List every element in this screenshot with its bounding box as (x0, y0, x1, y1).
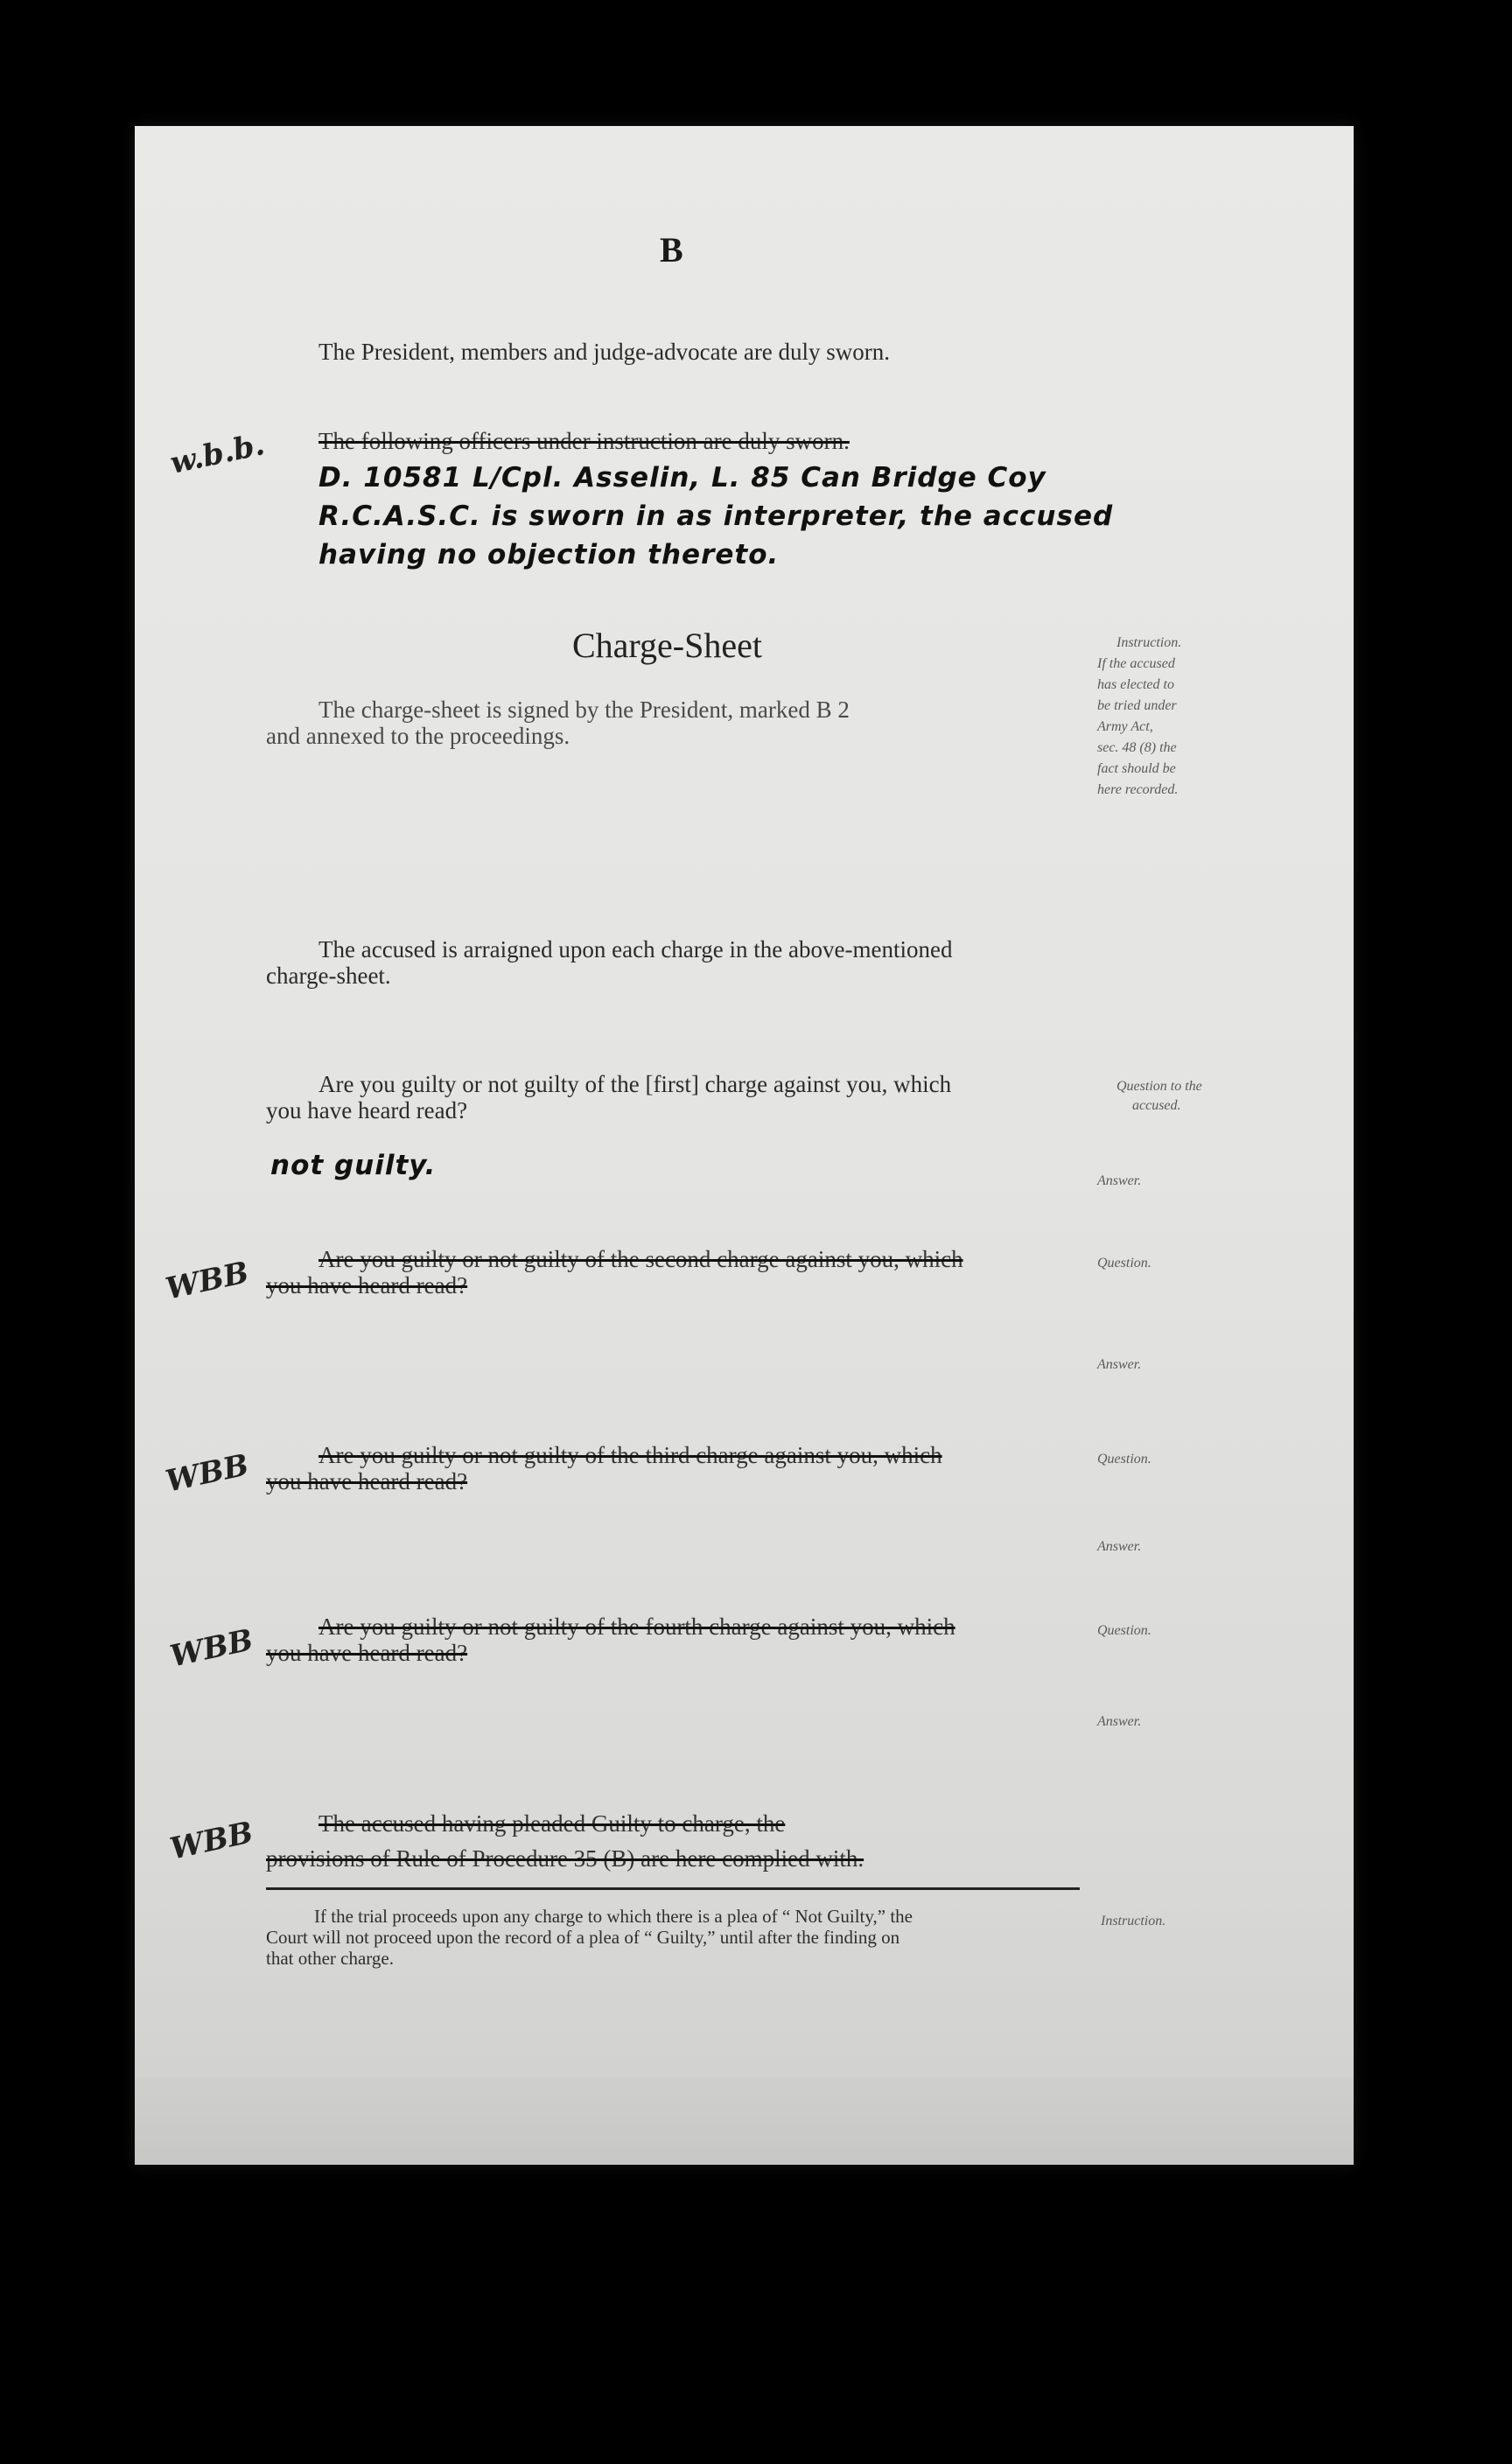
question-3-answer-label: Answer. (1097, 1539, 1142, 1554)
footnote-line-3: that other charge. (266, 1948, 394, 1969)
section-divider (266, 1887, 1080, 1890)
instruction-note-line-1: Instruction. (1116, 635, 1182, 650)
margin-initials-interpreter: w.b.b. (167, 427, 268, 481)
instruction-note-line-6: sec. 48 (8) the (1097, 740, 1177, 755)
arraignment-line-2: charge-sheet. (266, 962, 391, 989)
instruction-note-line-8: here recorded. (1097, 782, 1179, 797)
question-3-margin: Question. (1097, 1452, 1152, 1466)
page-letter: B (660, 230, 683, 270)
footnote-line-1: If the trial proceeds upon any charge to which there is a plea of “ Not Guilty,” the (314, 1906, 914, 1927)
plea-line-1: The accused having pleaded Guilty to charge, the (318, 1810, 786, 1837)
sworn-statement: The President, members and judge-advocate are duly sworn. (318, 339, 891, 365)
document-page (135, 126, 1354, 2165)
margin-initials-question-2: WBB (162, 1255, 252, 1307)
handwritten-interpreter-line-1: D. 10581 L/Cpl. Asselin, L. 85 Can Bridge Coy (318, 462, 1046, 494)
question-1-answer-label: Answer. (1097, 1173, 1142, 1188)
struck-officers-line: The following officers under instruction are duly sworn. (318, 428, 850, 454)
question-4-line-1: Are you guilty or not guilty of the fourth charge against you, which (318, 1614, 956, 1640)
question-4-margin: Question. (1097, 1623, 1152, 1638)
question-4-line-2: you have heard read? (266, 1640, 468, 1666)
question-1-line-1: Are you guilty or not guilty of the [first] charge against you, which (318, 1071, 952, 1097)
footnote-line-2: Court will not proceed upon the record of a plea of “ Guilty,” until after the finding on (266, 1927, 900, 1948)
question-1-margin-2: accused. (1132, 1098, 1181, 1113)
question-3-line-1: Are you guilty or not guilty of the third charge against you, which (318, 1442, 942, 1468)
instruction-note-line-3: has elected to (1097, 677, 1174, 692)
arraignment-line-1: The accused is arraigned upon each charge in the above-mentioned (318, 936, 953, 962)
instruction-note-line-5: Army Act, (1097, 719, 1153, 734)
question-3-line-2: you have heard read? (266, 1468, 468, 1494)
question-1-margin-1: Question to the (1116, 1079, 1202, 1094)
page-bottom-shading (135, 2077, 1354, 2165)
charge-sheet-heading: Charge-Sheet (572, 626, 762, 665)
charge-sheet-line-2: and annexed to the proceedings. (266, 723, 570, 749)
instruction-note-line-7: fact should be (1097, 761, 1176, 776)
charge-sheet-line-1: The charge-sheet is signed by the President, marked B 2 (318, 696, 850, 723)
question-4-answer-label: Answer. (1097, 1714, 1142, 1729)
instruction-note-line-4: be tried under (1097, 698, 1177, 713)
handwritten-interpreter-line-3: having no objection thereto. (318, 539, 780, 570)
margin-initials-plea: WBB (166, 1815, 256, 1867)
handwritten-interpreter-line-2: R.C.A.S.C. is sworn in as interpreter, the accused (318, 500, 1114, 532)
question-2-answer-label: Answer. (1097, 1357, 1142, 1372)
margin-initials-question-4: WBB (166, 1622, 256, 1675)
margin-initials-question-3: WBB (162, 1447, 252, 1500)
question-1-line-2: you have heard read? (266, 1097, 468, 1124)
footnote-margin-instruction: Instruction. (1101, 1914, 1166, 1928)
question-2-line-1: Are you guilty or not guilty of the second charge against you, which (318, 1246, 963, 1272)
instruction-note-line-2: If the accused (1097, 656, 1175, 671)
question-1-handwritten-answer: not guilty. (270, 1150, 437, 1181)
question-2-margin: Question. (1097, 1256, 1152, 1270)
plea-line-2: provisions of Rule of Procedure 35 (B) are here complied with. (266, 1845, 864, 1872)
question-2-line-2: you have heard read? (266, 1272, 468, 1298)
